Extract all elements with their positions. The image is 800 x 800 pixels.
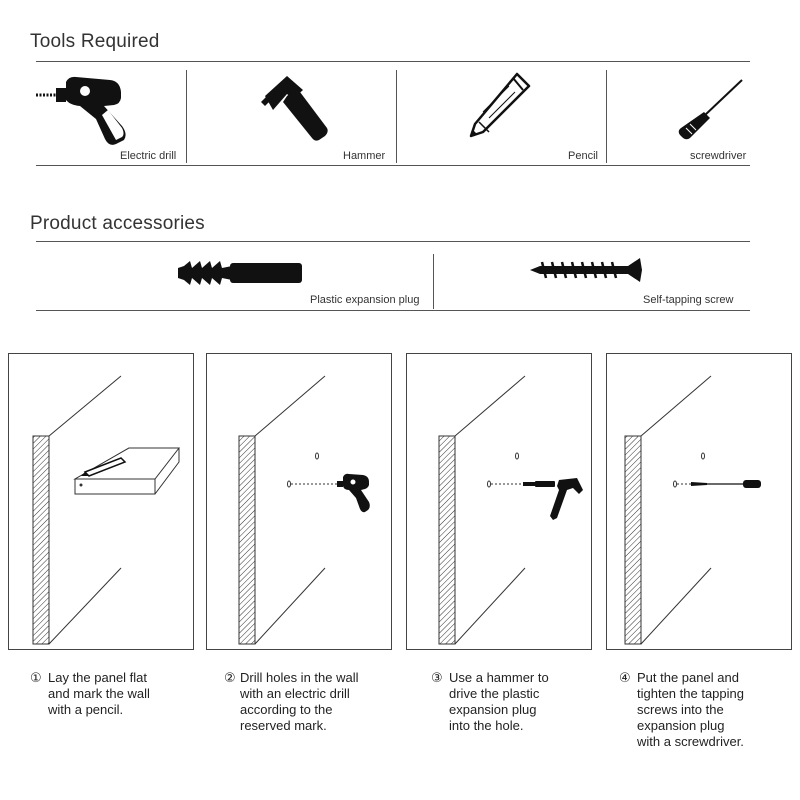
step-3-number: ③ xyxy=(431,670,443,685)
step-1-number: ① xyxy=(30,670,42,685)
step-1-illustration xyxy=(8,353,194,650)
tools-separator-1 xyxy=(186,70,187,163)
tool-caption-screwdriver: screwdriver xyxy=(690,150,747,162)
accessory-caption-plug: Plastic expansion plug xyxy=(310,294,420,306)
step-4-number: ④ xyxy=(619,670,631,685)
expansion-plug-icon xyxy=(176,258,306,288)
tools-bottom-rule xyxy=(36,165,750,166)
step-1-text: Lay the panel flat and mark the wall with a pencil. xyxy=(48,670,150,717)
step-2-number: ② xyxy=(224,670,236,685)
step-3-text: Use a hammer to drive the plastic expansion plug into the hole. xyxy=(449,670,549,733)
tools-top-rule xyxy=(36,61,750,62)
pencil-icon xyxy=(465,70,537,142)
hammer-icon xyxy=(255,72,330,144)
tool-caption-hammer: Hammer xyxy=(343,150,386,162)
tools-heading: Tools Required xyxy=(30,31,160,52)
step-4-text: Put the panel and tighten the tapping screws into the expansion plug with a screwdriver. xyxy=(637,670,744,749)
step-2-text: Drill holes in the wall with an electric drill according to the reserved mark. xyxy=(240,670,359,733)
accessories-heading: Product accessories xyxy=(30,213,205,234)
step-2-illustration xyxy=(206,353,392,650)
step-3-illustration xyxy=(406,353,592,650)
screwdriver-icon xyxy=(676,78,746,142)
step-4-illustration xyxy=(606,353,792,650)
accessory-caption-screw: Self-tapping screw xyxy=(643,294,734,306)
self-tapping-screw-icon xyxy=(528,256,644,284)
tool-caption-electric-drill: Electric drill xyxy=(120,150,177,162)
electric-drill-icon xyxy=(36,72,136,152)
accessories-top-rule xyxy=(36,241,750,242)
tools-separator-3 xyxy=(606,70,607,163)
accessories-bottom-rule xyxy=(36,310,750,311)
tools-separator-2 xyxy=(396,70,397,163)
tool-caption-pencil: Pencil xyxy=(568,150,598,162)
accessories-separator xyxy=(433,254,434,309)
